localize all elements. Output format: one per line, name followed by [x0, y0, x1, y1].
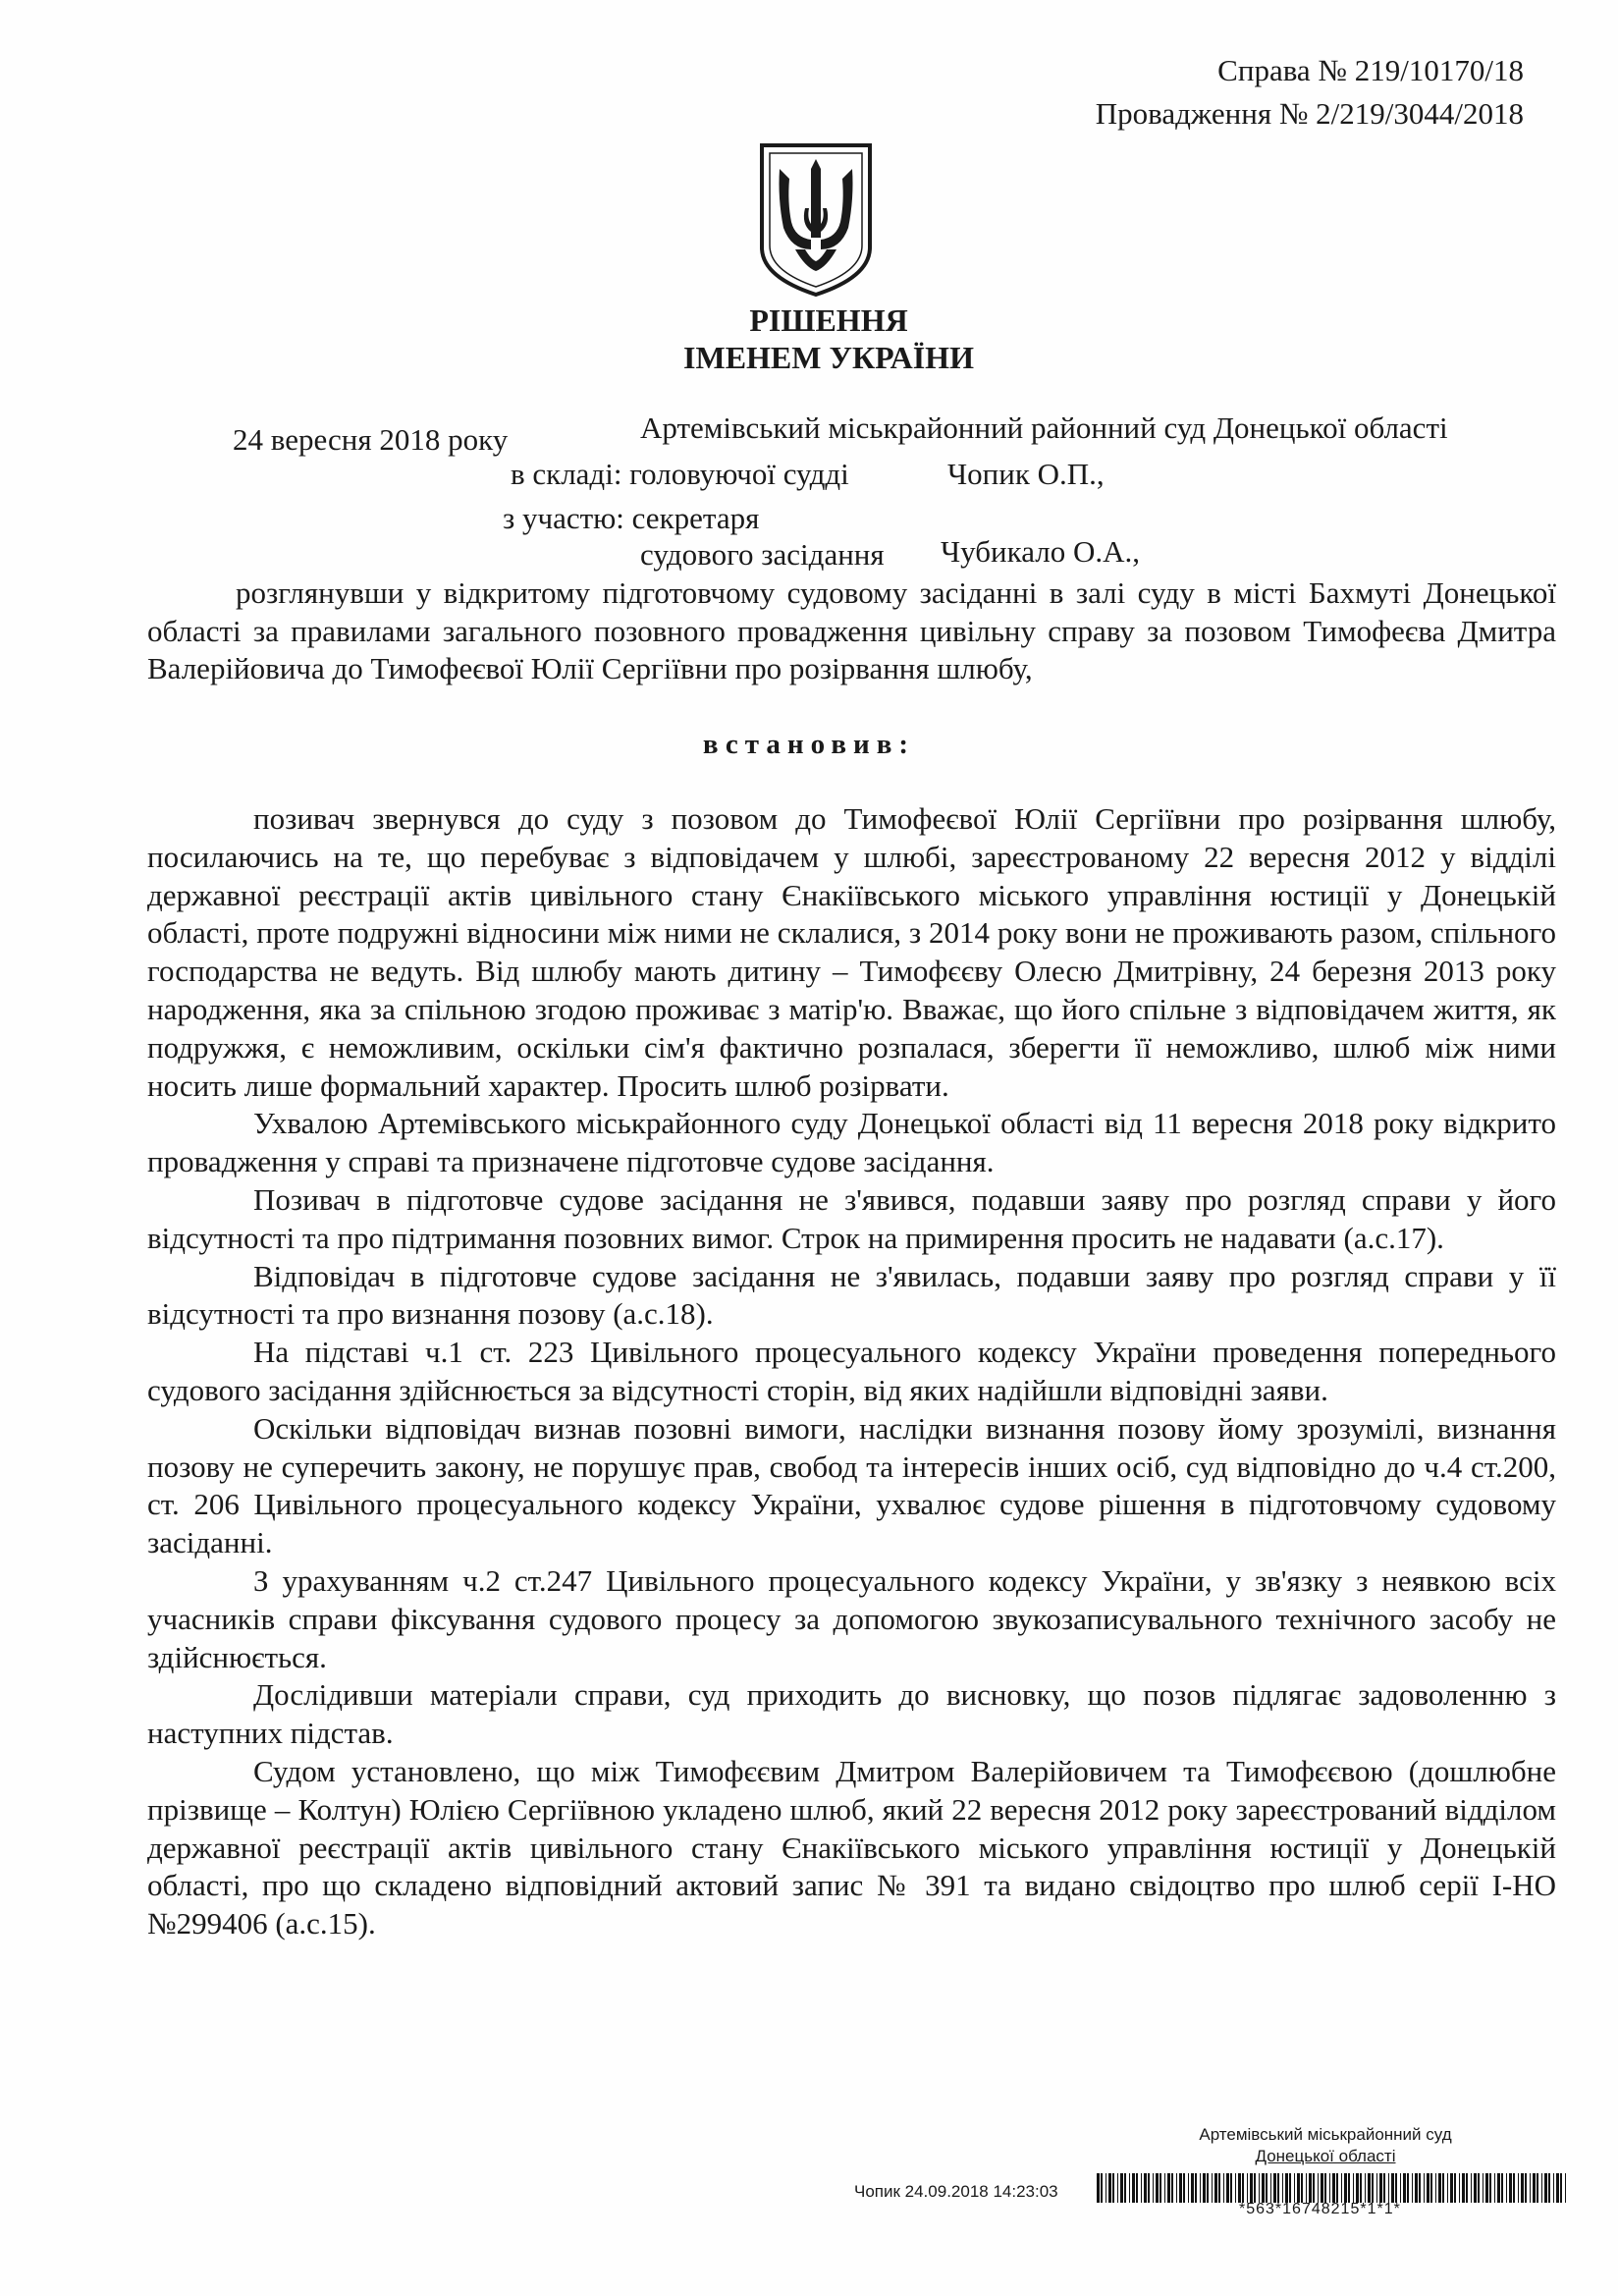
secretary-name: Чубикало О.А., — [941, 534, 1140, 569]
barcode-bar — [1262, 2173, 1265, 2203]
barcode-bar — [1195, 2173, 1197, 2203]
barcode-bar — [1419, 2173, 1421, 2203]
court-name: Артемівський міськрайонний районний суд Донецької області — [640, 410, 1448, 445]
barcode-bar — [1356, 2173, 1359, 2203]
court-stamp — [1139, 2124, 1512, 2167]
barcode-bar — [1329, 2173, 1330, 2203]
barcode-bar — [1544, 2173, 1547, 2203]
barcode-bar — [1153, 2173, 1154, 2203]
barcode-bar — [1506, 2173, 1507, 2203]
barcode-bar — [1301, 2173, 1303, 2203]
barcode-bar — [1560, 2173, 1562, 2203]
barcode-bar — [1442, 2173, 1444, 2203]
barcode-bar — [1341, 2173, 1342, 2203]
barcode-bar — [1247, 2173, 1248, 2203]
paragraph: Оскільки відповідач визнав позовні вимоги, наслідки визнання позову йому зрозумілі, визнання позову не суперечить закону, не порушує прав, свобод та інтересів інших осіб, суд відповідно до ч.4 ст.200, ст. 206 Цивільного процесуального кодексу України, ухвалює судове рішення в підготовчому судовому засіданні. — [147, 1410, 1556, 1560]
barcode-bar — [1336, 2173, 1338, 2203]
paragraph: Відповідач в підготовче судове засідання не з'явилась, подавши заяву про розгляд справи у її відсутності та про визнання позову (а.с.18). — [147, 1258, 1556, 1332]
barcode-bar — [1462, 2173, 1465, 2203]
barcode-bar — [1112, 2173, 1114, 2203]
barcode-bar — [1459, 2173, 1460, 2203]
barcode-bar — [1242, 2173, 1244, 2203]
barcode-bar — [1238, 2173, 1241, 2203]
barcode-bar — [1117, 2173, 1118, 2203]
barcode-bar — [1285, 2173, 1288, 2203]
barcode-bar — [1450, 2173, 1453, 2203]
paragraph: На підставі ч.1 ст. 223 Цивільного процесуального кодексу України проведення попереднього судового засідання здійснюється за відсутності сторін, від яких надійшли відповідні заяви. — [147, 1335, 1556, 1407]
participation-label: з участю: секретаря — [503, 501, 760, 535]
barcode-bar — [1223, 2173, 1224, 2203]
barcode-bar — [1365, 2173, 1366, 2203]
stamp-court-line2: Донецької області — [1255, 2147, 1396, 2165]
judge-name: Чопик О.П., — [947, 457, 1105, 491]
barcode-bar — [1391, 2173, 1394, 2203]
barcode-bar — [1360, 2173, 1362, 2203]
barcode-icon — [1097, 2173, 1573, 2203]
barcode-bar — [1478, 2173, 1480, 2203]
paragraph: Дослідивши матеріали справи, суд приходить до висновку, що позов підлягає задоволенню з наступних підстав. — [147, 1677, 1556, 1751]
barcode-bar — [1171, 2173, 1173, 2203]
barcode-bar — [1200, 2173, 1201, 2203]
barcode-bar — [1144, 2173, 1147, 2203]
barcode-bar — [1533, 2173, 1536, 2203]
barcode-bar — [1489, 2173, 1491, 2203]
barcode-bar — [1466, 2173, 1468, 2203]
barcode-bar — [1259, 2173, 1260, 2203]
barcode-bar — [1273, 2173, 1276, 2203]
established-heading: встановив: — [702, 729, 916, 760]
barcode-bar — [1485, 2173, 1488, 2203]
barcode-bar — [1324, 2173, 1326, 2203]
barcode-bar — [1141, 2173, 1142, 2203]
signature-timestamp: Чопик 24.09.2018 14:23:03 — [854, 2182, 1058, 2201]
barcode-bar — [1541, 2173, 1542, 2203]
barcode-bar — [1167, 2173, 1170, 2203]
intro-paragraph: розглянувши у відкритому підготовчому судовому засіданні в залі суду в місті Бахмуті Донецької області за правилами загального позовного провадження цивільну справу за позовом Тимофеєва Дмитра Валерійовича до Тимофеєвої Юлії Сергіївни про розірвання шлюбу, — [147, 575, 1556, 685]
barcode-bar — [1164, 2173, 1165, 2203]
barcode-bar — [1427, 2173, 1429, 2203]
barcode-bar — [1270, 2173, 1271, 2203]
barcode-bar — [1379, 2173, 1382, 2203]
barcode-bar — [1497, 2173, 1500, 2203]
decision-body — [147, 800, 1556, 1943]
barcode-bar — [1179, 2173, 1182, 2203]
barcode-bar — [1348, 2173, 1350, 2203]
barcode-bar — [1226, 2173, 1229, 2203]
case-references — [1096, 49, 1524, 136]
barcode-bar — [1383, 2173, 1385, 2203]
case-number: Справа № 219/10170/18 — [1217, 53, 1524, 87]
barcode-bar — [1183, 2173, 1185, 2203]
barcode-bar — [1521, 2173, 1524, 2203]
barcode-bar — [1277, 2173, 1279, 2203]
barcode-bar — [1289, 2173, 1291, 2203]
decision-date: 24 вересня 2018 року — [233, 422, 509, 457]
paragraph: позивач звернувся до суду з позовом до Тимофеєвої Юлії Сергіївни про розірвання шлюбу, посилаючись на те, що перебуває з відповідачем у шлюбі, зареєстрованому 22 вересня 2012 у відділі державної реєстрації актів цивільного стану Єнакіївського міського управління юстиції у Донецькій області, проте подружні відносини між ними не склалися, з 2014 року вони не проживають разом, спільного господарства не ведуть. Від шлюбу мають дитину – Тимофєєву Олесю Дмитрівну, 24 березня 2013 року народження, яка за спільною згодою проживає з матір'ю. Вважає, що його спільне з відповідачем життя, як подружжя, є неможливим, оскільки сім'я фактично розпалася, зберегти її неможливо, шлюб між ними носить лише формальний характер. Просить шлюб розірвати. — [147, 801, 1556, 1103]
barcode-bar — [1120, 2173, 1123, 2203]
composition-label: в складі: головуючої судді — [511, 457, 849, 491]
barcode-bar — [1294, 2173, 1295, 2203]
barcode-bar — [1148, 2173, 1150, 2203]
barcode-bar — [1530, 2173, 1531, 2203]
barcode-bar — [1376, 2173, 1377, 2203]
barcode-bar — [1250, 2173, 1253, 2203]
barcode-number: *563*16748215*1*1* — [1239, 2201, 1401, 2217]
barcode-bar — [1218, 2173, 1220, 2203]
barcode-bar — [1321, 2173, 1323, 2203]
barcode-bar — [1471, 2173, 1472, 2203]
secretary-label: судового засідання — [640, 537, 885, 572]
barcode-bar — [1513, 2173, 1515, 2203]
barcode-bar — [1132, 2173, 1135, 2203]
proceeding-number: Провадження № 2/219/3044/2018 — [1095, 96, 1524, 131]
barcode-bar — [1474, 2173, 1477, 2203]
barcode-bar — [1156, 2173, 1159, 2203]
barcode-bar — [1214, 2173, 1217, 2203]
barcode-bar — [1388, 2173, 1389, 2203]
barcode-bar — [1447, 2173, 1448, 2203]
barcode-bar — [1108, 2173, 1111, 2203]
barcode-bar — [1494, 2173, 1495, 2203]
paragraph: З урахуванням ч.2 ст.247 Цивільного процесуального кодексу України, у зв'язку з неявкою всіх учасників справи фіксування судового процесу за допомогою звукозаписувального технічного засобу не здійснюється. — [147, 1562, 1556, 1674]
barcode-bar — [1501, 2173, 1503, 2203]
barcode-bar — [1403, 2173, 1406, 2203]
barcode-bar — [1344, 2173, 1347, 2203]
barcode-bar — [1318, 2173, 1319, 2203]
barcode-bar — [1525, 2173, 1527, 2203]
barcode-bar — [1136, 2173, 1138, 2203]
barcode-bar — [1160, 2173, 1161, 2203]
barcode-bar — [1230, 2173, 1232, 2203]
barcode-bar — [1556, 2173, 1559, 2203]
barcode-bar — [1313, 2173, 1315, 2203]
barcode-bar — [1518, 2173, 1519, 2203]
barcode-bar — [1097, 2173, 1100, 2203]
paragraph: Позивач в підготовче судове засідання не з'явився, подавши заяву про розгляд справи у його відсутності та про підтримання позовних вимог. Строк на примирення просить не надавати (а.с.17). — [147, 1181, 1556, 1255]
barcode-bar — [1537, 2173, 1538, 2203]
barcode-bar — [1306, 2173, 1307, 2203]
barcode-bar — [1553, 2173, 1554, 2203]
barcode-bar — [1424, 2173, 1425, 2203]
barcode-bar — [1454, 2173, 1456, 2203]
barcode-bar — [1203, 2173, 1206, 2203]
barcode-bar — [1254, 2173, 1256, 2203]
document-subtitle: ІМЕНЕМ УКРАЇНИ — [683, 340, 974, 375]
paragraph: Ухвалою Артемівського міськрайонного суду Донецької області від 11 вересня 2018 року відкрито провадження у справі та призначене підготовче судове засідання. — [147, 1106, 1556, 1179]
barcode-bar — [1430, 2173, 1432, 2203]
barcode-bar — [1353, 2173, 1354, 2203]
barcode-bar — [1297, 2173, 1300, 2203]
barcode-bar — [1124, 2173, 1126, 2203]
barcode-bar — [1332, 2173, 1335, 2203]
barcode-bar — [1129, 2173, 1130, 2203]
barcode-bar — [1400, 2173, 1401, 2203]
barcode-bar — [1435, 2173, 1436, 2203]
document-title: РІШЕННЯ — [749, 302, 908, 338]
barcode-bar — [1407, 2173, 1409, 2203]
paragraph: Судом установлено, що між Тимофєєвим Дмитром Валерійовичем та Тимофєєвою (дошлюбне прізвище – Колтун) Юлією Сергіївною укладено шлюб, який 22 вересня 2012 року зареєстрований відділом державної реєстрації актів цивільного стану Єнакіївського міського управління юстиції у Донецькій області, про що складено відповідний актовий запис № 391 та видано свідоцтво про шлюб серії І-НО №299406 (а.с.15). — [147, 1753, 1556, 1941]
barcode-bar — [1509, 2173, 1512, 2203]
barcode-bar — [1207, 2173, 1209, 2203]
barcode-bar — [1372, 2173, 1374, 2203]
barcode-bar — [1101, 2173, 1103, 2203]
barcode-bar — [1235, 2173, 1236, 2203]
barcode-bar — [1176, 2173, 1177, 2203]
barcode-bar — [1565, 2173, 1566, 2203]
barcode-bar — [1282, 2173, 1283, 2203]
barcode-bar — [1188, 2173, 1189, 2203]
barcode-bar — [1395, 2173, 1397, 2203]
barcode-bar — [1412, 2173, 1413, 2203]
stamp-court-line1: Артемівський міськрайонний суд — [1199, 2125, 1452, 2144]
barcode-bar — [1548, 2173, 1550, 2203]
barcode-bar — [1212, 2173, 1213, 2203]
trident-coat-of-arms-icon — [756, 139, 876, 299]
barcode-bar — [1368, 2173, 1371, 2203]
barcode-bar — [1438, 2173, 1441, 2203]
barcode-bar — [1266, 2173, 1267, 2203]
barcode-bar — [1309, 2173, 1312, 2203]
barcode-bar — [1191, 2173, 1194, 2203]
barcode-bar — [1415, 2173, 1418, 2203]
